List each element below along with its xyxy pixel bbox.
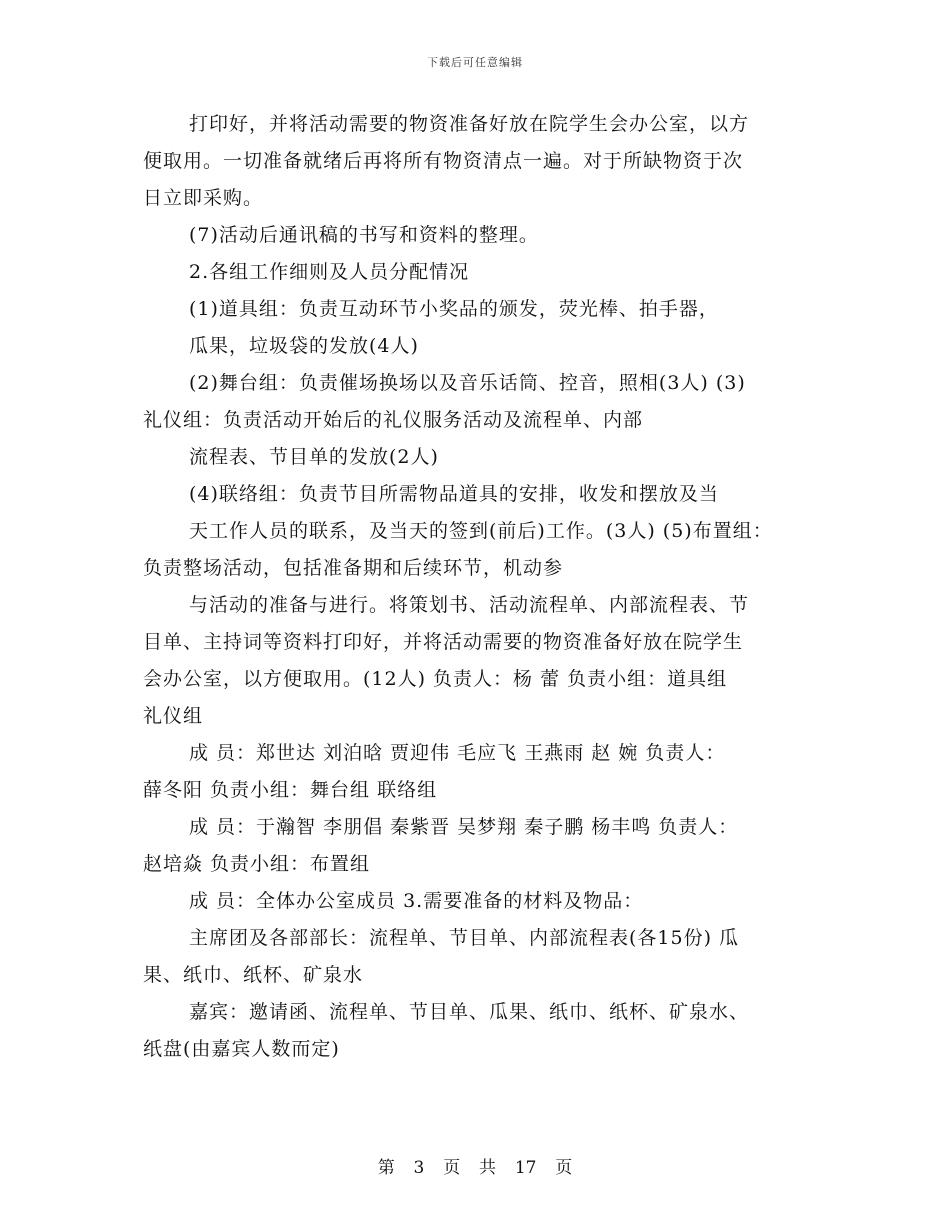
text-line: 成 员：郑世达 刘泊晗 贾迎伟 毛应飞 王燕雨 赵 婉 负责人： <box>189 742 726 764</box>
text-line: 赵培焱 负责小组：布置组 <box>143 853 371 875</box>
total-word: 共 <box>479 1158 496 1178</box>
text-line: (4)联络组：负责节目所需物品道具的安排，收发和摆放及当 <box>189 483 719 505</box>
text-line: 与活动的准备与进行。将策划书、活动流程单、内部流程表、节 <box>189 594 750 616</box>
current-page-number: 3 <box>413 1158 425 1178</box>
text-line: (1)道具组：负责互动环节小奖品的颁发，荧光棒、拍手器， <box>189 298 719 320</box>
text-line: 便取用。一切准备就绪后再将所有物资清点一遍。对于所缺物资于次 <box>143 150 744 172</box>
text-line: 2.各组工作细则及人员分配情况 <box>189 261 470 283</box>
document-body <box>143 106 833 1068</box>
text-line: 瓜果，垃圾袋的发放(4人) <box>189 335 419 357</box>
text-line: 打印好，并将活动需要的物资准备好放在院学生会办公室，以方 <box>189 113 750 135</box>
text-line: 负责整场活动，包括准备期和后续环节，机动参 <box>143 557 564 579</box>
text-line: 主席团及各部部长：流程单、节目单、内部流程表(各15份) 瓜 <box>189 927 740 949</box>
total-page-number: 17 <box>514 1158 537 1178</box>
page-header: 下载后可任意编辑 <box>427 56 523 69</box>
text-line: 嘉宾：邀请函、流程单、节目单、瓜果、纸巾、纸杯、矿泉水、 <box>189 1001 750 1023</box>
text-line: 日立即采购。 <box>143 187 264 209</box>
text-line: (2)舞台组：负责催场换场以及音乐话筒、控音，照相(3人) (3) <box>189 372 746 394</box>
text-line: 成 员：全体办公室成员 3.需要准备的材料及物品： <box>189 890 644 912</box>
text-line: 薛冬阳 负责小组：舞台组 联络组 <box>143 779 438 801</box>
page-prefix: 第 <box>377 1158 395 1178</box>
page-word: 页 <box>443 1158 461 1178</box>
page-footer <box>0 1153 950 1178</box>
text-line: 纸盘(由嘉宾人数而定) <box>143 1038 340 1060</box>
text-line: 天工作人员的联系，及当天的签到(前后)工作。(3人) (5)布置组： <box>189 520 773 542</box>
text-line: 流程表、节目单的发放(2人) <box>189 446 439 468</box>
text-line: 会办公室，以方便取用。(12人) 负责人：杨 蕾 负责小组：道具组 <box>143 668 728 690</box>
text-line: 目单、主持词等资料打印好，并将活动需要的物资准备好放在院学生 <box>143 631 744 653</box>
text-line: 礼仪组：负责活动开始后的礼仪服务活动及流程单、内部 <box>143 409 644 431</box>
page-suffix: 页 <box>555 1158 573 1178</box>
text-line: 礼仪组 <box>143 705 204 727</box>
text-line: 成 员：于瀚智 李朋倡 秦紫晋 吴梦翔 秦子鹏 杨丰鸣 负责人： <box>189 816 739 838</box>
text-line: 果、纸巾、纸杯、矿泉水 <box>143 964 364 986</box>
text-line: (7)活动后通讯稿的书写和资料的整理。 <box>189 224 539 246</box>
